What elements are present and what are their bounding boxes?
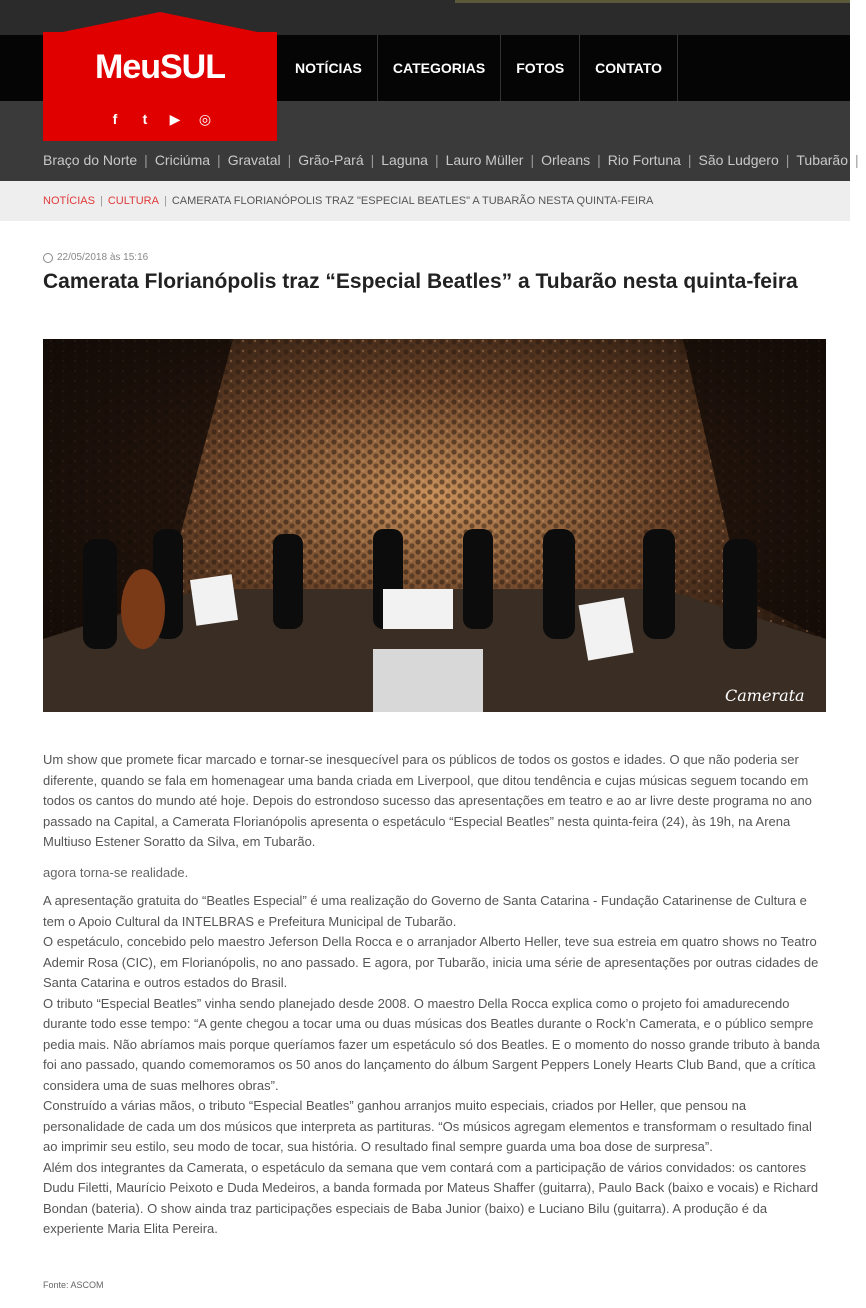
city-link[interactable]: Orleans [541, 152, 591, 168]
photo-watermark: Camerata [725, 686, 805, 705]
city-separator: | [434, 152, 439, 168]
article-date [43, 252, 148, 263]
article-paragraph: O espetáculo, concebido pelo maestro Jeferson Della Rocca e o arranjador Alberto Heller, teve sua estreia em quatro shows no Teatro Ademir Rosa (CIC), em Florianópolis, no ano passado. E agora, por Tubarão, inicia uma série de apresentações por outras cidades de Santa Catarina e outros estados do Brasil. [43, 934, 819, 990]
city-separator: | [370, 152, 375, 168]
menu-noticias[interactable]: NOTÍCIAS [280, 35, 378, 101]
city-link[interactable]: Braço do Norte [43, 152, 138, 168]
city-link[interactable]: Tubarão [796, 152, 848, 168]
city-link[interactable]: Lauro Müller [445, 152, 524, 168]
city-separator: | [287, 152, 292, 168]
city-link[interactable]: Rio Fortuna [607, 152, 681, 168]
header-banner-edge [455, 0, 850, 3]
breadcrumb-separator: | [99, 195, 103, 207]
breadcrumb-separator: | [163, 195, 167, 207]
article-paragraph: Construído a várias mãos, o tributo “Especial Beatles” ganhou arranjos muito especiais, criados por Heller, que pensou na personalidade de cada um dos músicos que interpreta as partituras. “Os músicos agregam elementos e transformam o resultado final ao imprimir seu estilo, seu modo de tocar, sua história. O resultado final sempre guarda uma boa dose de surpresa”. [43, 1098, 812, 1154]
site-logo[interactable] [43, 12, 277, 141]
social-links [43, 110, 277, 128]
city-link[interactable]: Laguna [381, 152, 428, 168]
menu-fotos[interactable]: FOTOS [501, 35, 580, 101]
city-separator: | [530, 152, 535, 168]
clock-icon [43, 253, 53, 263]
breadcrumb-category[interactable]: CULTURA [107, 195, 159, 207]
menu-categorias[interactable]: CATEGORIAS [378, 35, 501, 101]
twitter-icon[interactable]: t [142, 111, 148, 127]
city-link[interactable]: Grão-Pará [298, 152, 364, 168]
article-body [43, 891, 828, 1240]
city-separator: | [785, 152, 790, 168]
facebook-icon[interactable]: f [112, 111, 118, 127]
concert-photo [43, 339, 826, 712]
city-separator: | [687, 152, 692, 168]
article-paragraph: O tributo “Especial Beatles” vinha sendo planejado desde 2008. O maestro Della Rocca explica como o projeto foi amadurecendo durante todo esse tempo: “A gente chegou a tocar uma ou duas músicas dos Beatles durante o Rock’n Camerata, e o público sempre pedia mais. Não abríamos mais porque queríamos fazer um espetáculo só dos Beatles. E o momento do nosso grande tributo à banda foi ano passado, quando comemoramos os 50 anos do lançamento do álbum Sargent Peppers Lonely Hearts Club Band, que a crítica considera uma de suas melhores obras”. [43, 995, 820, 1093]
article-source: Fonte: ASCOM [43, 1280, 104, 1290]
cut-text-line: agora torna-se realidade. [43, 865, 189, 880]
city-separator: | [217, 152, 221, 168]
city-separator: | [855, 152, 859, 168]
city-link[interactable]: Gravatal [227, 152, 281, 168]
article-paragraph: A apresentação gratuita do “Beatles Especial” é uma realização do Governo de Santa Catarina - Fundação Catarinense de Cultura e tem o Apoio Cultural da INTELBRAS e Prefeitura Municipal de Tubarão. [43, 893, 807, 929]
logo-text: MeuSUL [95, 48, 225, 86]
city-nav [43, 152, 866, 168]
article-paragraph: Além dos integrantes da Camerata, o espetáculo da semana que vem contará com a participação de vários convidados: os cantores Dudu Filetti, Maurício Peixoto e Duda Medeiros, a banda formada por Mateus Shaffer (guitarra), Paulo Back (baixo e vocais) e Richard Bondan (bateria). O show ainda traz participações especiais de Baba Junior (baixo) e Luciano Bilu (guitarra). A produção é da experiente Maria Elita Pereira. [43, 1159, 819, 1236]
youtube-icon[interactable]: ▶ [169, 110, 181, 127]
article-lead: Um show que promete ficar marcado e tornar-se inesquecível para os públicos de todos os gostos e idades. O que não poderia ser diferente, quando se fala em homenagear uma banda criada em Liverpool, que ditou tendência e cujas músicas seguem tocando em todos os cantos do mundo até hoje. Depois do estrondoso sucesso das apresentações em teatro e ao ar livre deste programa no ano passado na Capital, a Camerata Florianópolis apresenta o espetáculo “Especial Beatles” nesta quinta-feira (24), às 19h, na Arena Multiuso Estener Soratto da Silva, em Tubarão. [43, 752, 812, 849]
breadcrumb [43, 195, 653, 207]
city-link[interactable]: Criciúma [154, 152, 211, 168]
article-photo [43, 339, 826, 712]
main-menu [280, 35, 678, 101]
breadcrumb-current: CAMERATA FLORIANÓPOLIS TRAZ "ESPECIAL BEATLES" A TUBARÃO NESTA QUINTA-FEIRA [171, 195, 654, 207]
article-date-text: 22/05/2018 às 15:16 [57, 252, 149, 263]
article-title: Camerata Florianópolis traz “Especial Beatles” a Tubarão nesta quinta-feira [43, 270, 798, 293]
city-separator: | [597, 152, 601, 168]
city-link[interactable]: São Ludgero [698, 152, 779, 168]
instagram-icon[interactable]: ◎ [198, 110, 212, 127]
breadcrumb-home[interactable]: NOTÍCIAS [43, 195, 95, 207]
city-separator: | [144, 152, 148, 168]
menu-contato[interactable]: CONTATO [580, 35, 678, 101]
